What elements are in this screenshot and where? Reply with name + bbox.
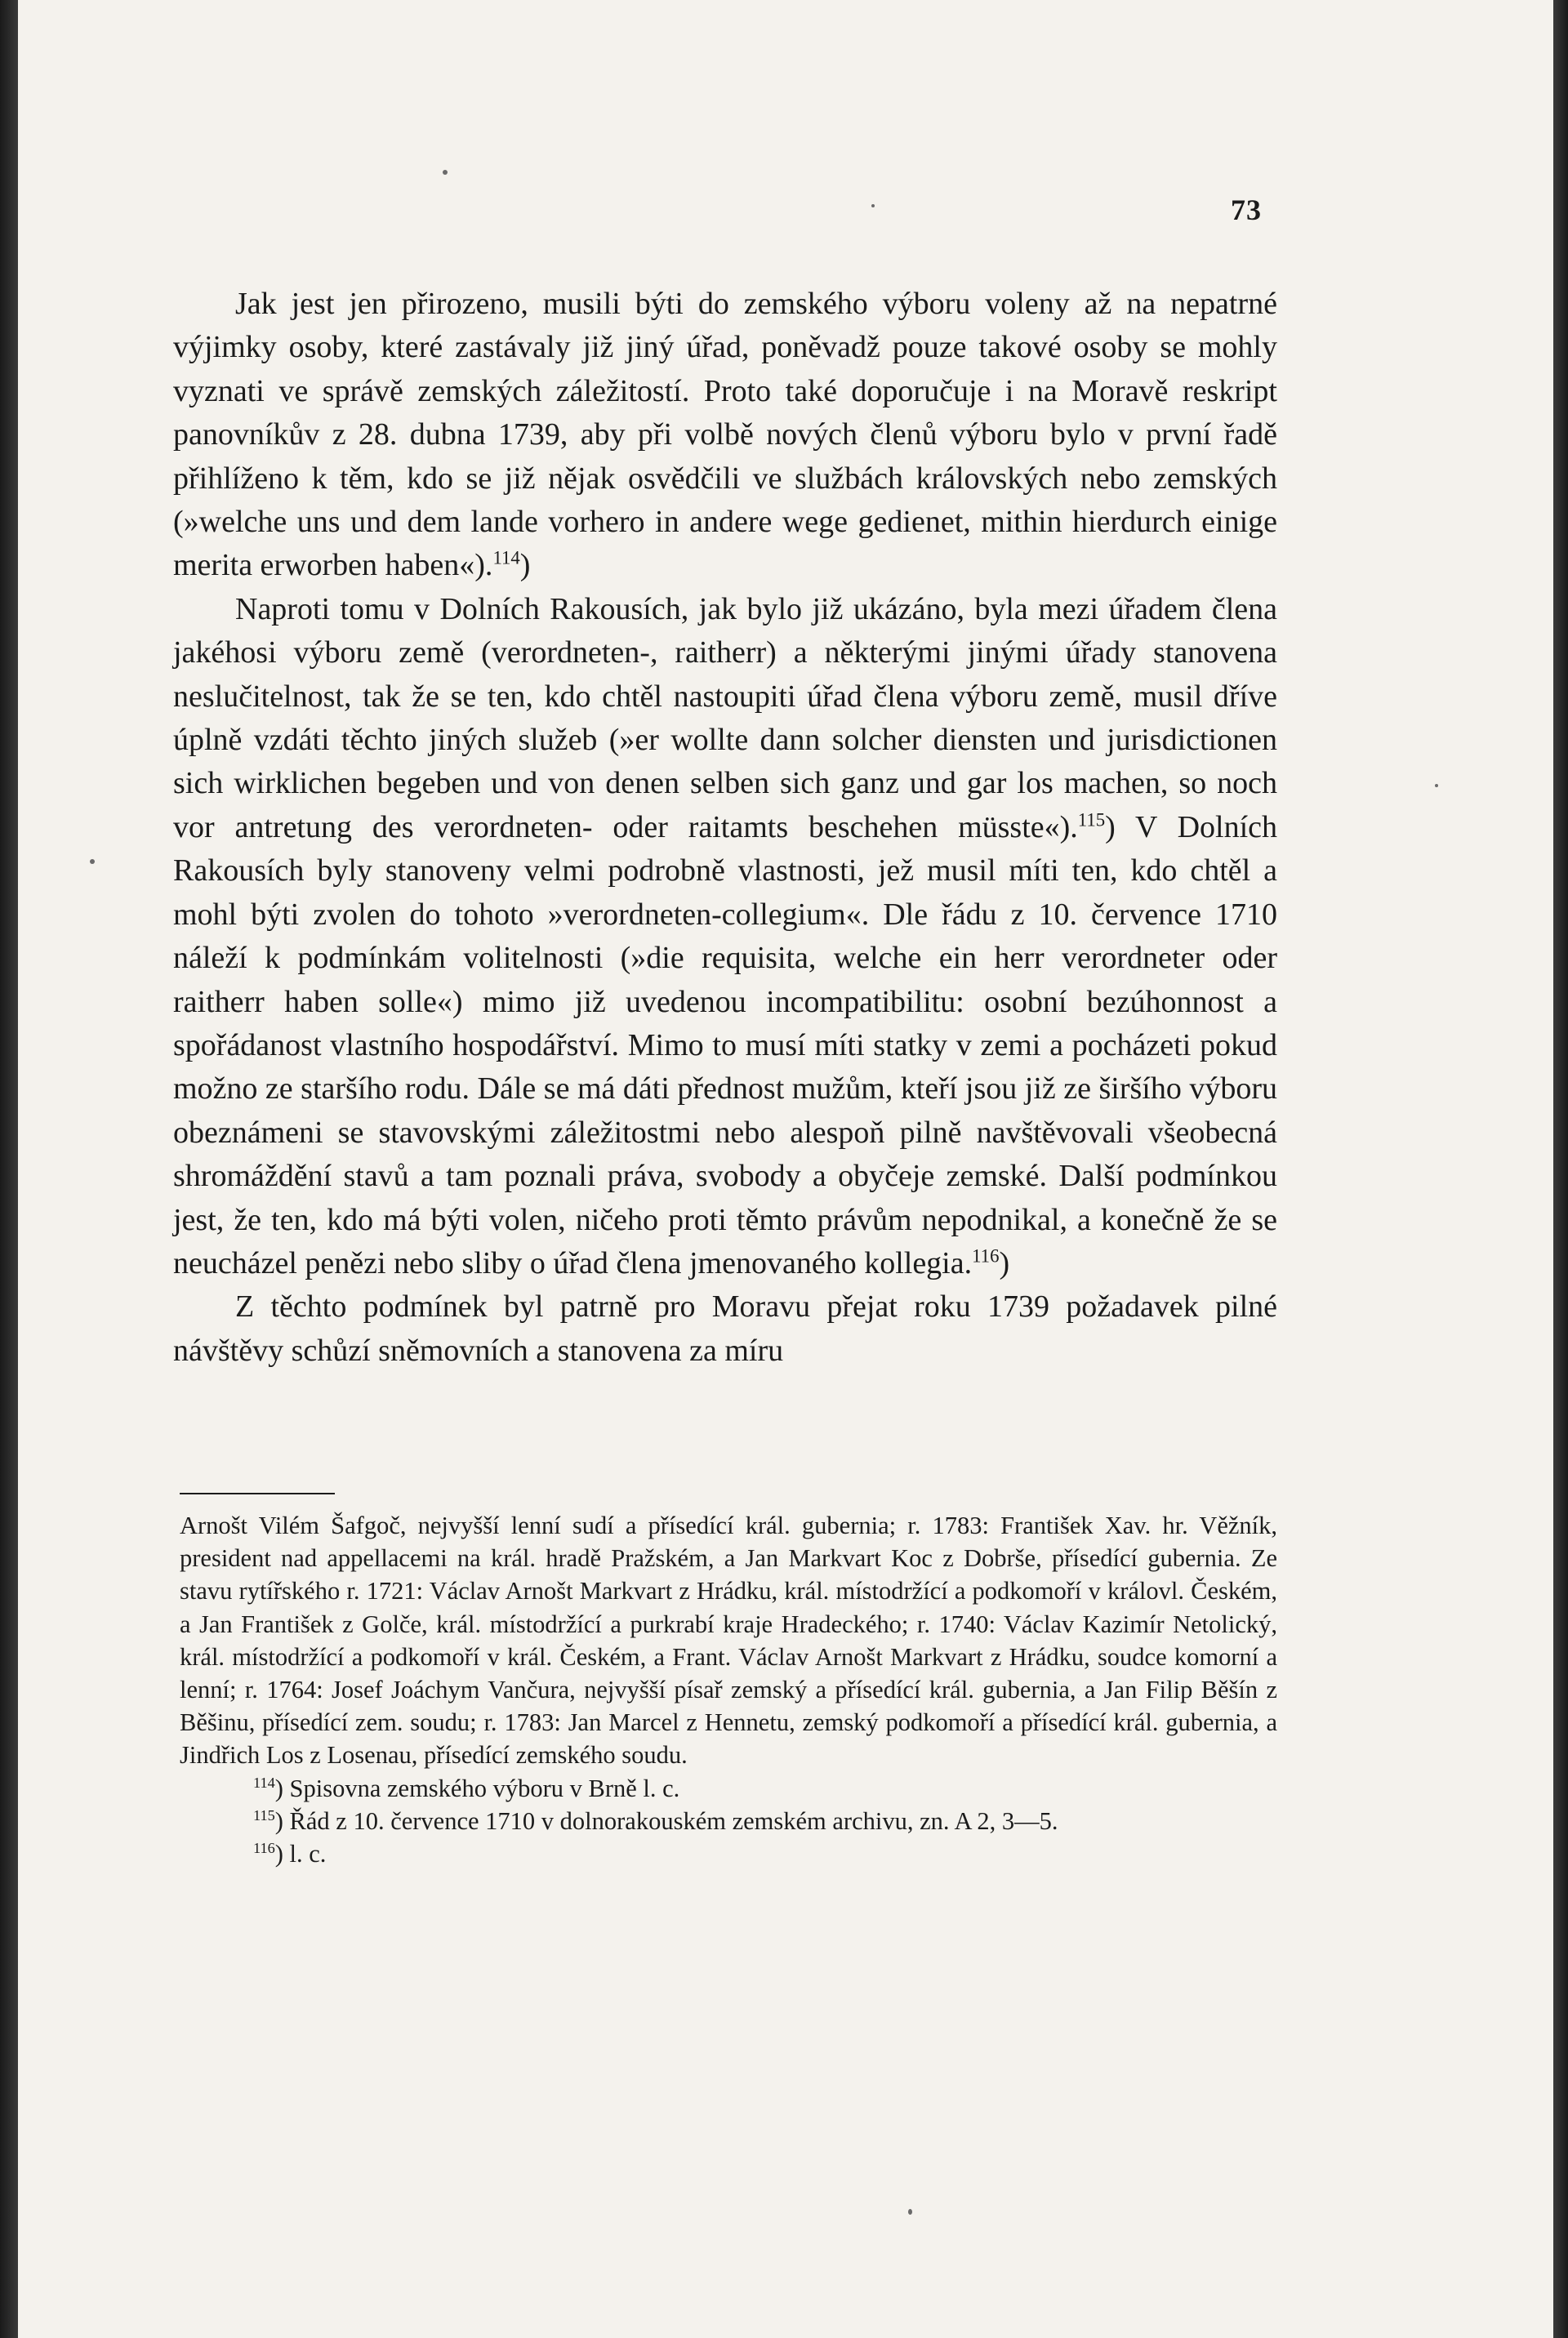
scan-edge-left [0,0,18,2338]
page-number: 73 [1231,194,1262,226]
footnote-ref-116: 116 [972,1245,1000,1267]
paragraph-2-middle: ) V Dolních Rakousích byly stanoveny velmi podrobně vlastnosti, jež musil míti ten, kdo chtěl a mohl býti zvolen do tohoto »verordneten-collegium«. Dle řádu z 10. července 1710 náleží k podmínkám volitelnosti (»die requisita, welche ein herr verordneter oder raitherr haben solle«) mimo již uvedenou incompatibilitu: osobní bezúhonnost a spořádanost vlastního hospodářství. Mimo to musí míti statky v zemi a pocházeti pokud možno ze staršího rodu. Dále se má dáti přednost mužům, kteří jsou již ze širšího výboru obeznámeni se stavovskými záležitostmi nebo alespoň pilně navštěvovali všeobecná shromáždění stavů a tam poznali práva, svobody a obyčeje zemské. Další podmínkou jest, že ten, kdo má býti volen, ničeho proti těmto právům nepodnikal, a konečně že se neucházel penězi nebo sliby o úřad člena jmenovaného kollegia. [173,809,1277,1280]
book-page [18,0,1553,2338]
main-text [173,283,1277,1373]
footnote-continuation: Arnošt Vilém Šafgoč, nejvyšší lenní sudí a přísedící král. gubernia; r. 1783: František Xav. hr. Věžník, president nad appellacemi na král. hradě Pražském, a Jan Markvart Koc z Dobrše, přísedící gubernia. Ze stavu rytířského r. 1721: Václav Arnošt Markvart z Hrádku, král. místodržící a podkomoří v královl. Českém, a Jan František z Golče, král. místodržící a purkrabí kraje Hradeckého; r. 1740: Václav Kazimír Netolický, král. místodržící a podkomoří v král. Českém, a Frant. Václav Arnošt Markvart z Hrádku, soudce komorní a lenní; r. 1764: Josef Joáchym Vančura, nejvyšší písař zemský a přísedící král. gubernia, a Jan Filip Běšín z Běšinu, přísedící zem. soudu; r. 1783: Jan Marcel z Hennetu, zemský podkomoří a přísedící král. gubernia, a Jindřich Los z Losenau, přísedící zemského soudu. [180,1512,1277,1770]
footnote-114 [180,1772,1277,1805]
paragraph-3 [173,1285,1277,1373]
footnote-ref-114: 114 [492,547,520,568]
footnote-116 [180,1837,1277,1870]
footnotes [180,1509,1277,1870]
footnote-mark-116: 116 [253,1839,275,1856]
paragraph-2-text: Naproti tomu v Dolních Rakousích, jak bylo již ukázáno, byla mezi úřadem člena jakéhosi výboru země (verordneten-, raitherr) a některými jinými úřady stanovena neslučitelnost, tak že se ten, kdo chtěl nastoupiti úřad člena výboru země, musil dříve úplně vzdáti těchto jiných služeb (»er wollte dann solcher diensten und jurisdictionen sich wirklichen begeben und von denen selben sich ganz und gar los machen, so noch vor antretung des verordneten- oder raitamts beschehen müsste«). [173,591,1277,844]
paragraph-2-tail: ) [999,1245,1010,1280]
scan-speck [443,170,448,175]
footnote-ref-115: 115 [1077,809,1106,831]
paragraph-2 [173,588,1277,1286]
footnote-mark-115: 115 [253,1806,275,1824]
scan-speck [871,204,875,207]
footnote-divider [180,1493,335,1494]
scan-speck [90,859,95,864]
footnote-115-text: ) Řád z 10. července 1710 v dolnorakouském zemském archivu, zn. A 2, 3—5. [274,1806,1058,1835]
scan-edge-right [1553,0,1568,2338]
footnote-116-text: ) l. c. [274,1840,327,1868]
paragraph-1-tail: ) [519,548,531,583]
paragraph-1 [173,283,1277,588]
scan-speck [1435,784,1438,787]
footnote-mark-114: 114 [253,1774,275,1791]
footnote-114-text: ) Spisovna zemského výboru v Brně l. c. [274,1774,680,1802]
paragraph-3-text: Z těchto podmínek byl patrně pro Moravu přejat roku 1739 požadavek pilné návštěvy schůzí sněmovních a stanovena za míru [173,1289,1277,1368]
footnote-115 [180,1805,1277,1837]
paragraph-1-text: Jak jest jen přirozeno, musili býti do zemského výboru voleny až na nepatrné výjimky osoby, které zastávaly již jiný úřad, poněvadž pouze takové osoby se mohly vyznati ve správě zemských záležitostí. Proto také doporučuje i na Moravě reskript panovníkův z 28. dubna 1739, aby při volbě nových členů výboru bylo v první řadě přihlíženo k těm, kdo se již nějak osvědčili ve službách královských nebo zemských (»welche uns und dem lande vorhero in andere wege gedienet, mithin hierdurch einige merita erworben haben«). [173,287,1277,583]
scan-speck [908,2209,912,2215]
